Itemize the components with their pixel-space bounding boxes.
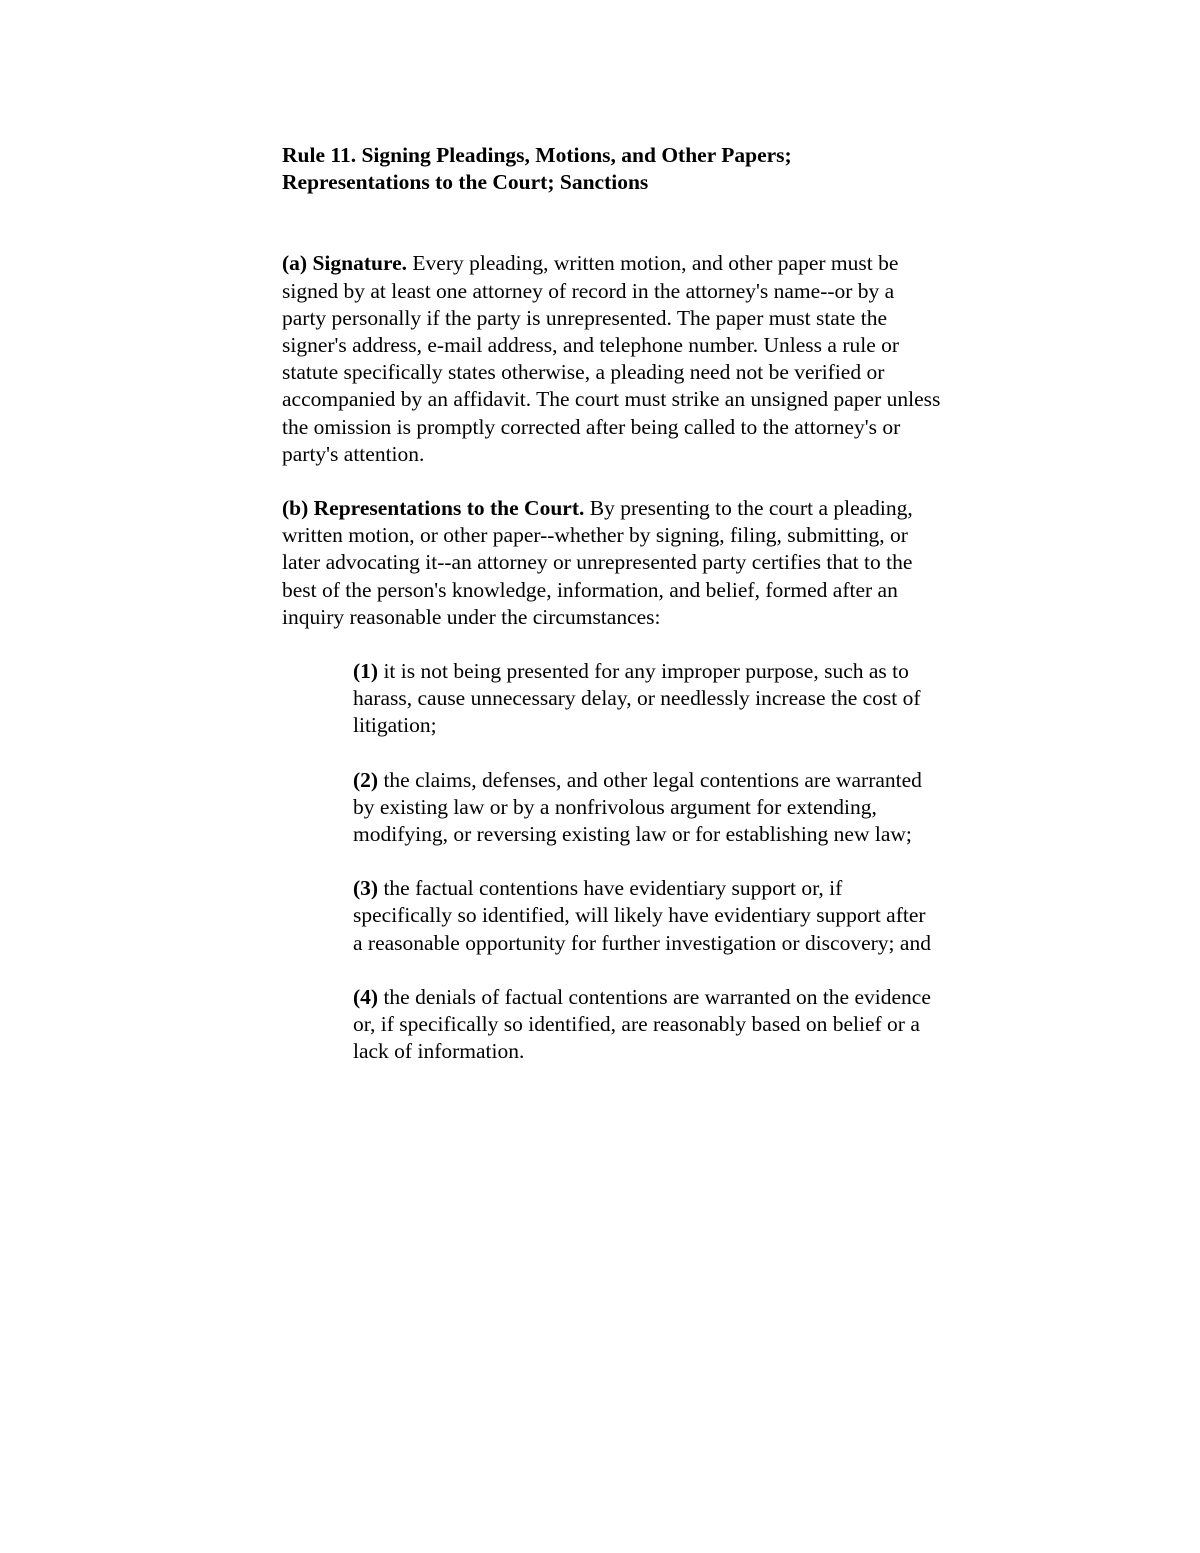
rule-title (282, 142, 942, 196)
item-number: (3) (353, 876, 379, 901)
document-body (282, 142, 942, 1092)
certification-item-2 (353, 767, 933, 849)
rule-title-line-1: Rule 11. Signing Pleadings, Motions, and Other Papers; (282, 143, 792, 167)
section-b-text: By presenting to the court a pleading, written motion, or other paper--whether by signing, filing, submitting, or later advocating it--an attorney or unrepresented party certifies that to the best of the person's knowledge, information, and belief, formed after an inquiry reasonable under the circumstances: (282, 496, 913, 629)
item-number: (2) (353, 767, 379, 792)
item-number: (1) (353, 659, 379, 684)
certification-item-3 (353, 875, 933, 957)
section-b-representations (282, 495, 942, 631)
item-text: the denials of factual contentions are warranted on the evidence or, if specifically so identified, are reasonably based on belief or a lack of information. (353, 984, 931, 1064)
certification-item-1 (353, 658, 933, 740)
section-a-text: Every pleading, written motion, and other paper must be signed by at least one attorney of record in the attorney's name--or by a party personally if the party is unrepresented. The paper must state the signer's address, e-mail address, and telephone number. Unless a rule or statute specifically states otherwise, a pleading need not be verified or accompanied by an affidavit. The court must strike an unsigned paper unless the omission is promptly corrected after being called to the attorney's or party's attention. (282, 251, 941, 466)
item-text: the claims, defenses, and other legal contentions are warranted by existing law or by a nonfrivolous argument for extending, modifying, or reversing existing law or for establishing new law; (353, 767, 922, 847)
section-b-label: (b) Representations to the Court. (282, 496, 585, 521)
rule-title-line-2: Representations to the Court; Sanctions (282, 170, 649, 195)
certification-item-4 (353, 984, 933, 1066)
item-number: (4) (353, 984, 379, 1009)
section-a-label: (a) Signature. (282, 251, 408, 276)
item-text: it is not being presented for any improper purpose, such as to harass, cause unnecessary delay, or needlessly increase the cost of litigation; (353, 659, 921, 738)
certification-list (353, 658, 933, 1065)
item-text: the factual contentions have evidentiary support or, if specifically so identified, will likely have evidentiary support after a reasonable opportunity for further investigation or discovery; and (353, 876, 931, 955)
section-a-signature (282, 250, 942, 468)
